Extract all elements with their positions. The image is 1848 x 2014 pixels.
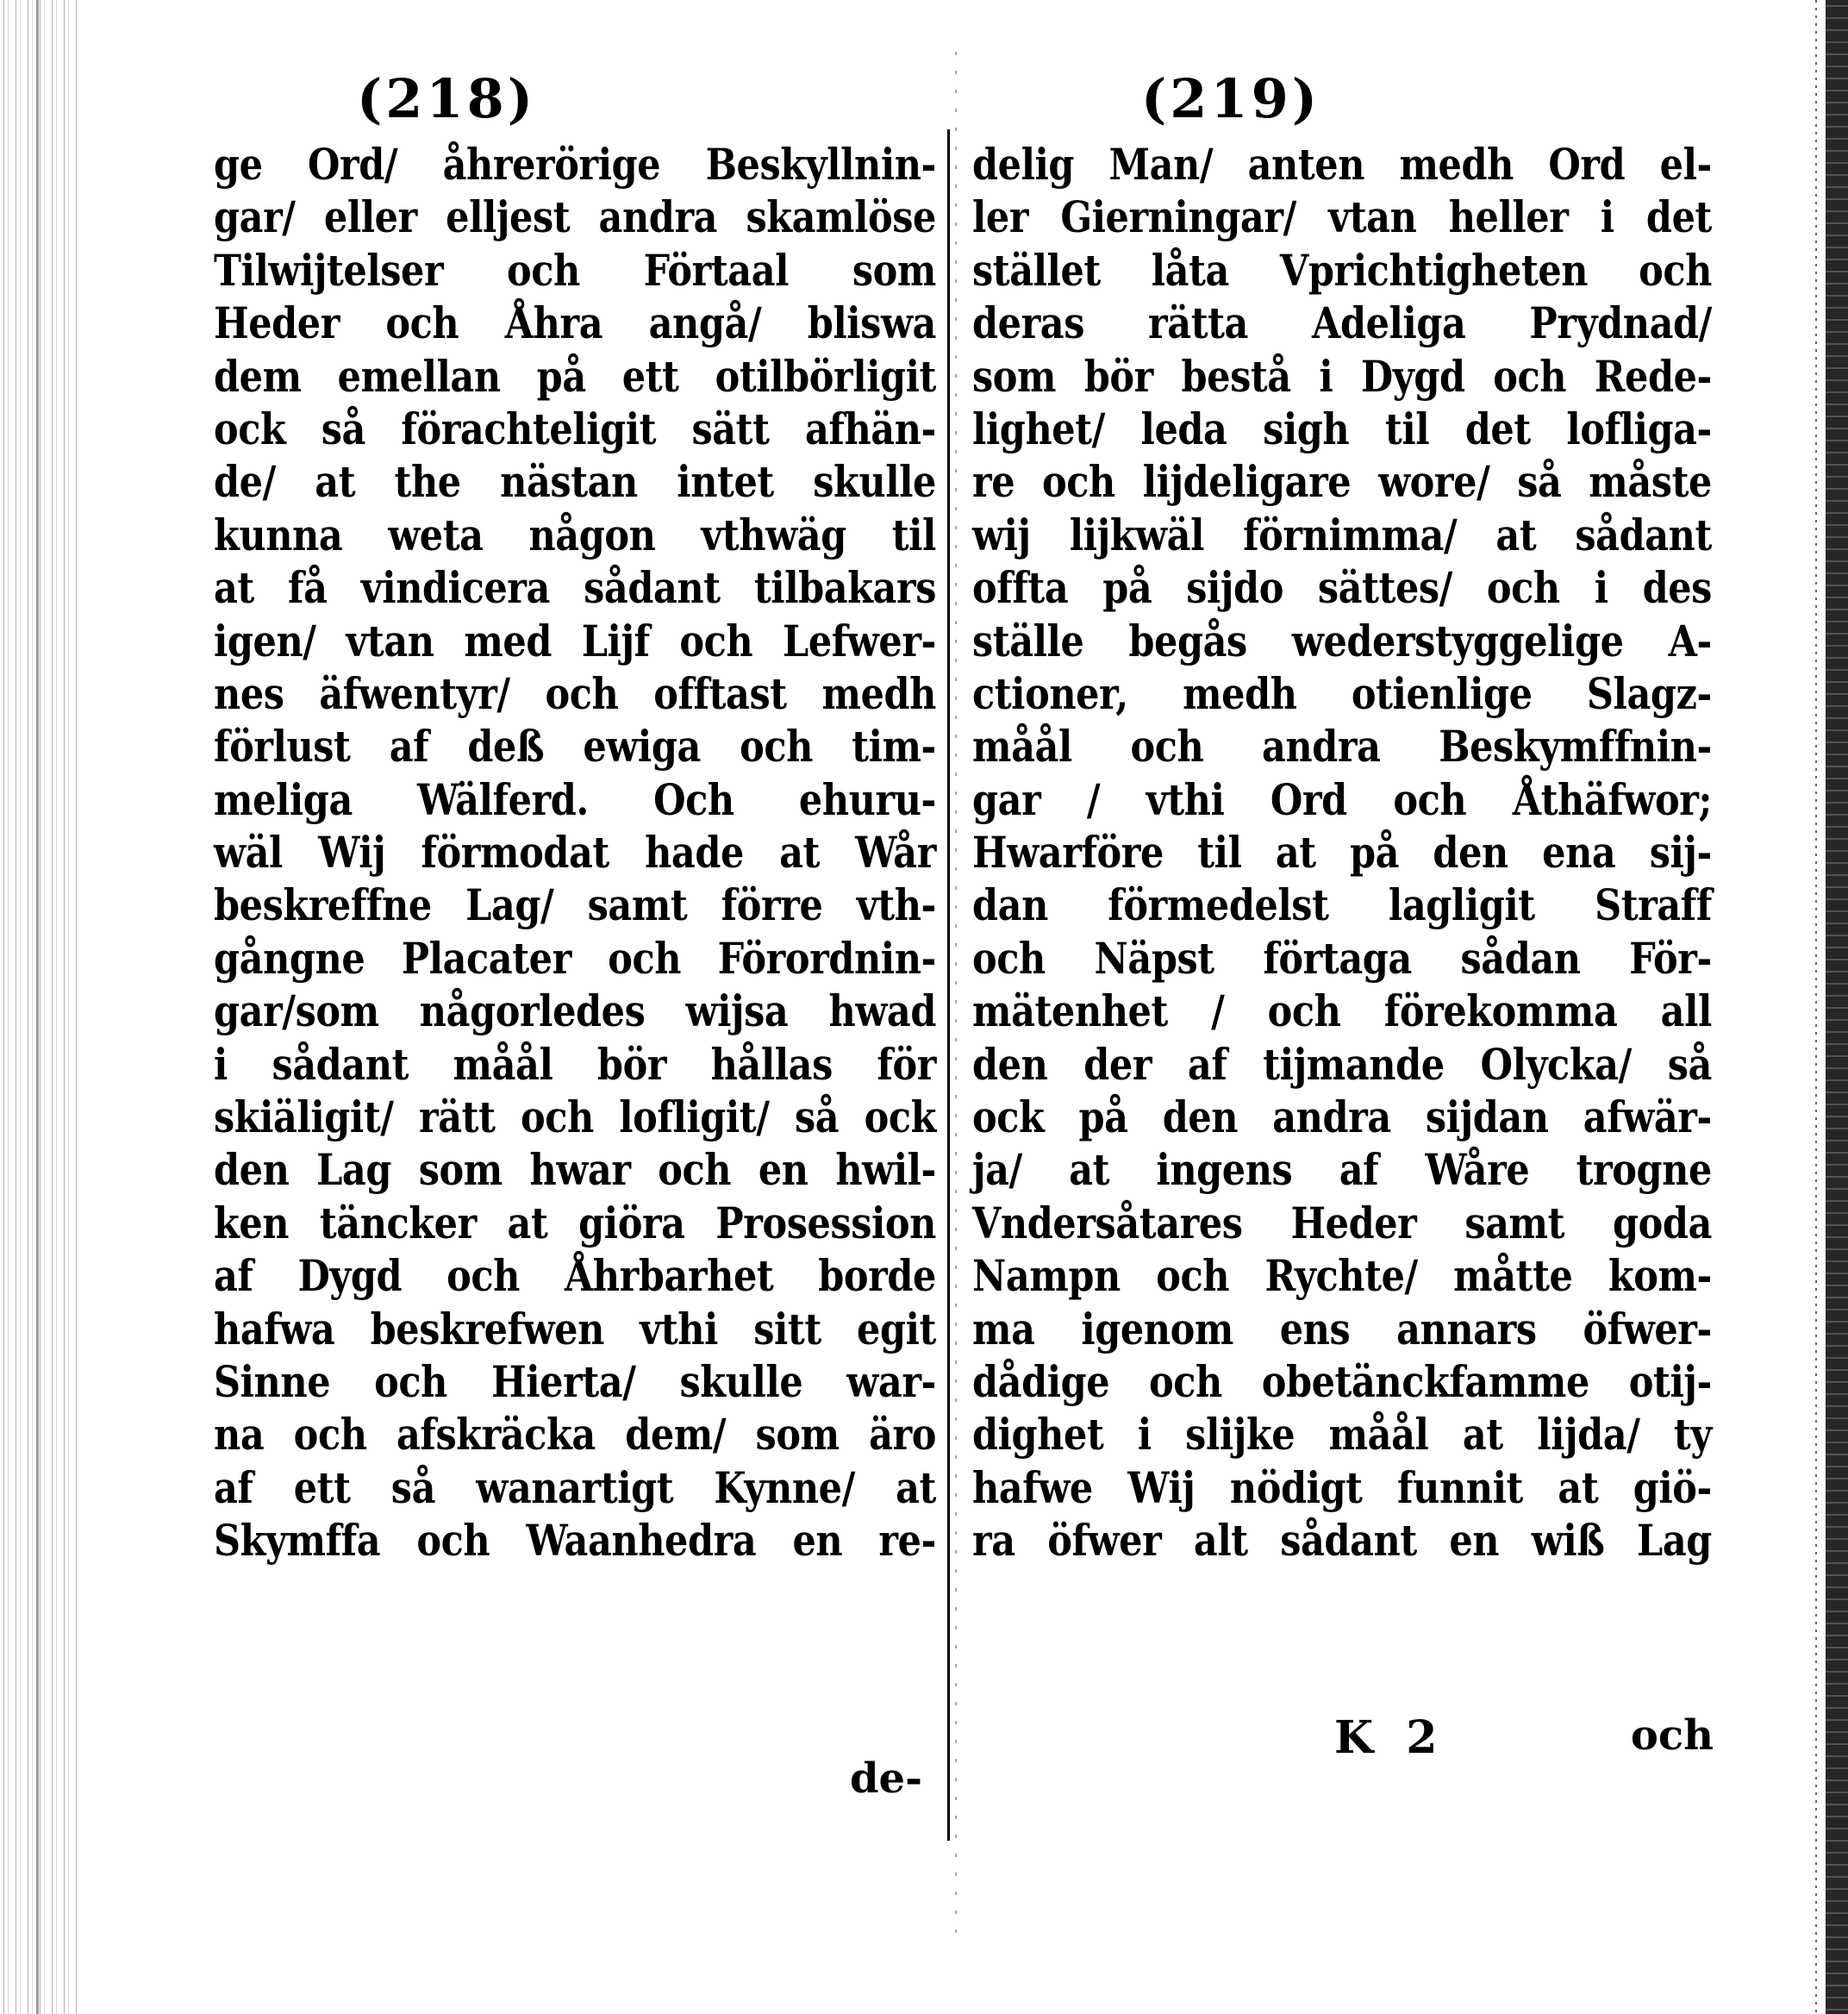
scan-edge-left <box>0 0 78 2014</box>
text-line: deras rätta Adeliga Prydnad/ <box>972 297 1712 349</box>
text-line: ma igenom ens annars öfwer- <box>972 1303 1712 1354</box>
text-line: den der af tijmande Olycka/ så <box>972 1038 1712 1090</box>
text-line: ra öfwer alt sådant en wiß Lag <box>972 1515 1712 1567</box>
page-number: (218) <box>356 67 537 130</box>
text-line: gar / vthi Ord och Åthäfwor; <box>972 773 1712 825</box>
text-line: dem emellan på ett otilbörligit <box>214 350 936 402</box>
text-line: förlust af deß ewiga och tim- <box>214 721 936 772</box>
text-line: na och afskräcka dem/ som äro <box>214 1409 936 1460</box>
text-line: ctioner, medh otienlige Slagz- <box>972 667 1712 719</box>
text-line: delig Man/ anten medh Ord el- <box>972 139 1712 190</box>
text-line: Hwarföre til at på den ena sij- <box>972 827 1712 879</box>
text-line: gångne Placater och Förordnin- <box>214 932 936 984</box>
text-line: ge Ord/ åhrerörige Beskyllnin- <box>214 139 936 190</box>
text-line: skiäligit/ rätt och lofligit/ så ock <box>214 1091 936 1143</box>
text-line: mätenhet / och förekomma all <box>972 985 1712 1037</box>
text-line: de/ at the nästan intet skulle <box>214 456 936 508</box>
page-number: (219) <box>1140 67 1321 130</box>
text-line: den Lag som hwar och en hwil- <box>214 1144 936 1196</box>
text-line: ja/ at ingens af Wåre trogne <box>972 1144 1712 1196</box>
text-line: ken täncker at giöra Prosession <box>214 1197 936 1248</box>
text-line: måål och andra Beskymffnin- <box>972 721 1712 772</box>
text-line: af ett så wanartigt Kynne/ at <box>214 1461 936 1513</box>
text-line: dådige och obetänckfamme otij- <box>972 1355 1712 1407</box>
text-line: hafwa beskrefwen vthi sitt egit <box>214 1303 936 1354</box>
text-line: wij lijkwäl förnimma/ at sådant <box>972 509 1712 560</box>
scan-edge-right <box>1826 0 1848 2014</box>
text-line: Sinne och Hierta/ skulle war- <box>214 1355 936 1407</box>
text-line: stället låta Vprichtigheten och <box>972 244 1712 296</box>
text-line: gar/ eller elljest andra skamlöse <box>214 191 936 243</box>
text-line: Skymffa och Waanhedra en re- <box>214 1515 936 1567</box>
text-line: lighet/ leda sigh til det lofliga- <box>972 403 1712 454</box>
text-line: Tilwijtelser och Förtaal som <box>214 244 936 296</box>
text-line: ock så förachteligit sätt afhän- <box>214 403 936 454</box>
text-line: offta på sijdo sättes/ och i des <box>972 562 1712 614</box>
gutter-shadow <box>955 52 957 1948</box>
gutter-rule <box>947 129 950 1841</box>
text-line: Nampn och Rychte/ måtte kom- <box>972 1250 1712 1302</box>
text-line: Heder och Åhra angå/ bliswa <box>214 297 936 349</box>
text-line: som bör bestå i Dygd och Rede- <box>972 350 1712 402</box>
text-line: kunna weta någon vthwäg til <box>214 509 936 560</box>
catchword: de- <box>849 1754 922 1803</box>
text-line: i sådant måål bör hållas för <box>214 1038 936 1090</box>
text-line: beskreffne Lag/ samt förre vth- <box>214 879 936 931</box>
text-line: dighet i slijke måål at lijda/ ty <box>972 1409 1712 1460</box>
text-line: Vndersåtares Heder samt goda <box>972 1197 1712 1248</box>
text-line: gar/som någorledes wijsa hwad <box>214 985 936 1037</box>
text-line: ler Gierningar/ vtan heller i det <box>972 191 1712 243</box>
text-line: wäl Wij förmodat hade at Wår <box>214 827 936 879</box>
scan-edge-right-streak <box>1815 0 1817 2014</box>
text-line: igen/ vtan med Lijf och Lefwer- <box>214 615 936 666</box>
catchword: och <box>1630 1711 1714 1760</box>
text-line: nes äfwentyr/ och offtast medh <box>214 667 936 719</box>
text-line: ställe begås wederstyggelige A- <box>972 615 1712 666</box>
signature-mark: K 2 <box>1334 1711 1446 1764</box>
text-line: och Näpst förtaga sådan För- <box>972 932 1712 984</box>
text-line: hafwe Wij nödigt funnit at giö- <box>972 1461 1712 1513</box>
text-line: meliga Wälferd. Och ehuru- <box>214 773 936 825</box>
text-block <box>972 138 1714 1567</box>
text-line: dan förmedelst lagligit Straff <box>972 879 1712 931</box>
text-line: re och lijdeligare wore/ så måste <box>972 456 1712 508</box>
text-line: at få vindicera sådant tilbakars <box>214 562 936 614</box>
text-block <box>214 138 938 1567</box>
text-line: af Dygd och Åhrbarhet borde <box>214 1250 936 1302</box>
text-line: ock på den andra sijdan afwär- <box>972 1091 1712 1143</box>
